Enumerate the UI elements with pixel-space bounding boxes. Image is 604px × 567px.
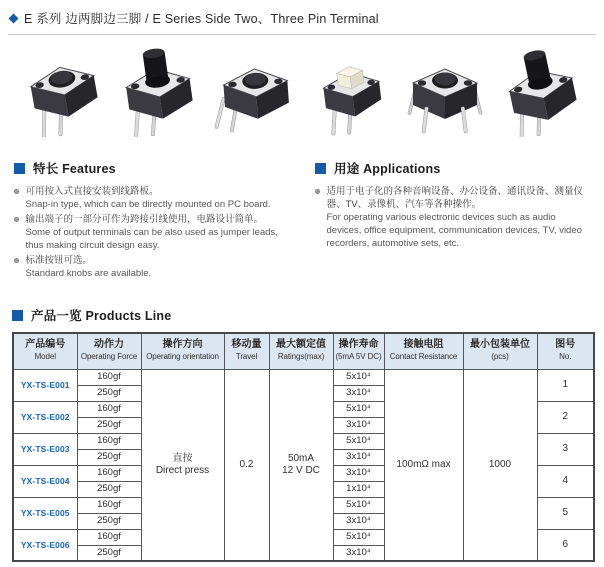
model-cell: YX-TS-E001 <box>13 369 77 401</box>
features-heading: 特长 Features <box>33 162 116 176</box>
blue-square-icon <box>14 163 25 174</box>
col-en: (pcs) <box>491 352 509 362</box>
application-zh: 适用于电子化的各种音响设备、办公设备、通讯设备、测量仪器、TV、录像机、汽车等各种操作。 <box>326 186 584 210</box>
figure-no-cell: 5 <box>537 497 594 529</box>
diamond-icon <box>9 13 19 23</box>
products-heading-row <box>12 306 592 324</box>
figure-no-cell: 2 <box>537 401 594 433</box>
life-cell: 3x10⁴ <box>333 465 384 481</box>
ratings-line-2: 12 V DC <box>282 464 320 476</box>
model-cell: YX-TS-E006 <box>13 529 77 561</box>
products-heading: 产品一览 Products Line <box>31 309 172 323</box>
applications-list <box>315 185 590 250</box>
model-cell: YX-TS-E005 <box>13 497 77 529</box>
life-cell: 3x10⁴ <box>333 513 384 529</box>
switch-image-flat-button-tilted <box>20 43 108 137</box>
bullet-icon <box>14 189 19 194</box>
page-title: E 系列 边两脚边三脚 / E Series Side Two、Three Pin Terminal <box>24 12 379 26</box>
feature-en: Snap-in type, which can be directly mounted on PC board. <box>25 199 271 210</box>
feature-item-1 <box>26 185 271 211</box>
products-table <box>12 332 595 562</box>
col-zh: 图号 <box>555 338 576 350</box>
feature-en: Some of output terminals can be also used as jumper leads, thus making circuit design easy. <box>25 227 278 251</box>
col-life <box>333 333 384 369</box>
product-photo-row <box>0 35 604 137</box>
applications-heading-row <box>315 159 590 177</box>
figure-no-cell: 4 <box>537 465 594 497</box>
life-cell: 5x10⁴ <box>333 369 384 385</box>
feature-item-2 <box>26 213 290 252</box>
life-cell: 5x10⁴ <box>333 529 384 545</box>
info-sections <box>0 137 604 282</box>
life-cell: 1x10⁴ <box>333 481 384 497</box>
force-cell: 160gf <box>77 401 141 417</box>
life-cell: 3x10⁴ <box>333 449 384 465</box>
col-en: (5mA 5V DC) <box>335 352 382 362</box>
product-photo-6 <box>496 43 584 137</box>
force-cell: 250gf <box>77 545 141 561</box>
col-zh: 最大额定值 <box>276 338 326 350</box>
table-header <box>13 333 594 369</box>
table-header-row <box>13 333 594 369</box>
feature-zh: 输出端子的一部分可作为跨接引线使用，电路设计简单。 <box>25 214 264 225</box>
applications-heading: 用途 Applications <box>334 162 441 176</box>
force-cell: 250gf <box>77 449 141 465</box>
figure-no-cell: 6 <box>537 529 594 561</box>
bullet-icon <box>14 217 19 222</box>
feature-item-3 <box>26 254 152 280</box>
products-line-section <box>0 282 604 562</box>
force-cell: 250gf <box>77 385 141 401</box>
force-cell: 250gf <box>77 513 141 529</box>
col-zh: 接触电阻 <box>403 338 444 350</box>
switch-image-tall-plunger-tilted <box>496 43 584 137</box>
col-zh: 产品编号 <box>25 338 66 350</box>
applications-section <box>315 159 590 282</box>
life-cell: 5x10⁴ <box>333 401 384 417</box>
col-en: No. <box>559 352 572 362</box>
switch-image-flat-button <box>210 43 298 137</box>
force-cell: 160gf <box>77 433 141 449</box>
feature-zh: 标准按钮可选。 <box>25 255 93 266</box>
features-section <box>14 159 289 282</box>
orientation-en: Direct press <box>155 464 210 476</box>
col-zh: 动作力 <box>94 338 124 350</box>
life-cell: 5x10⁴ <box>333 497 384 513</box>
force-cell: 250gf <box>77 481 141 497</box>
ratings-line-1: 50mA <box>287 452 315 464</box>
product-photo-2 <box>115 43 203 137</box>
model-cell: YX-TS-E003 <box>13 433 77 465</box>
force-cell: 160gf <box>77 465 141 481</box>
col-force <box>77 333 141 369</box>
bullet-icon <box>14 258 19 263</box>
list-item <box>315 185 590 250</box>
application-en: For operating various electronic devices such as audio devices, office equipment, communication devices, TV, video recorders, automotive sets, etc. <box>326 212 582 249</box>
blue-square-icon <box>315 163 326 174</box>
list-item <box>14 185 289 211</box>
switch-image-four-pin <box>401 43 489 137</box>
features-heading-row <box>14 159 289 177</box>
col-model <box>13 333 77 369</box>
col-resistance <box>384 333 463 369</box>
features-list <box>14 185 289 280</box>
col-orientation <box>141 333 224 369</box>
travel-cell: 0.2 <box>224 369 269 561</box>
col-en: Operating Force <box>80 352 138 362</box>
force-cell: 160gf <box>77 497 141 513</box>
orientation-cell <box>141 369 224 561</box>
figure-no-cell: 1 <box>537 369 594 401</box>
blue-square-icon <box>12 310 23 321</box>
package-cell: 1000 <box>463 369 537 561</box>
bullet-icon <box>315 189 320 194</box>
force-cell: 160gf <box>77 369 141 385</box>
feature-zh: 可用按入式直接安装到线路板。 <box>25 186 159 197</box>
col-en: Model <box>34 352 56 362</box>
life-cell: 3x10⁴ <box>333 417 384 433</box>
col-en: Contact Resistance <box>389 352 458 362</box>
col-en: Operating orientation <box>146 352 219 362</box>
model-cell: YX-TS-E004 <box>13 465 77 497</box>
product-photo-3 <box>210 43 298 137</box>
switch-image-tall-plunger <box>115 43 203 137</box>
col-en: Travel <box>235 352 258 362</box>
force-cell: 160gf <box>77 529 141 545</box>
switch-image-white-actuator <box>306 43 394 137</box>
col-zh: 最小包装单位 <box>470 338 530 350</box>
list-item <box>14 254 289 280</box>
col-package <box>463 333 537 369</box>
force-cell: 250gf <box>77 417 141 433</box>
life-cell: 3x10⁴ <box>333 385 384 401</box>
page-header <box>0 0 604 32</box>
col-zh: 移动量 <box>231 338 262 350</box>
table-row <box>13 369 594 385</box>
orientation-zh: 直按 <box>172 452 193 464</box>
col-zh: 操作方向 <box>162 338 203 350</box>
col-no <box>537 333 594 369</box>
model-cell: YX-TS-E002 <box>13 401 77 433</box>
application-item-1 <box>327 185 591 250</box>
col-ratings <box>269 333 333 369</box>
ratings-cell <box>269 369 333 561</box>
product-photo-5 <box>401 43 489 137</box>
table-body <box>13 369 594 561</box>
list-item <box>14 213 289 252</box>
resistance-cell: 100mΩ max <box>384 369 463 561</box>
product-photo-4 <box>306 43 394 137</box>
figure-no-cell: 3 <box>537 433 594 465</box>
col-zh: 操作寿命 <box>338 338 379 350</box>
feature-en: Standard knobs are available. <box>25 268 152 279</box>
life-cell: 3x10⁴ <box>333 545 384 561</box>
col-en: Ratings(max) <box>277 352 325 362</box>
life-cell: 5x10⁴ <box>333 433 384 449</box>
col-travel <box>224 333 269 369</box>
product-photo-1 <box>20 43 108 137</box>
